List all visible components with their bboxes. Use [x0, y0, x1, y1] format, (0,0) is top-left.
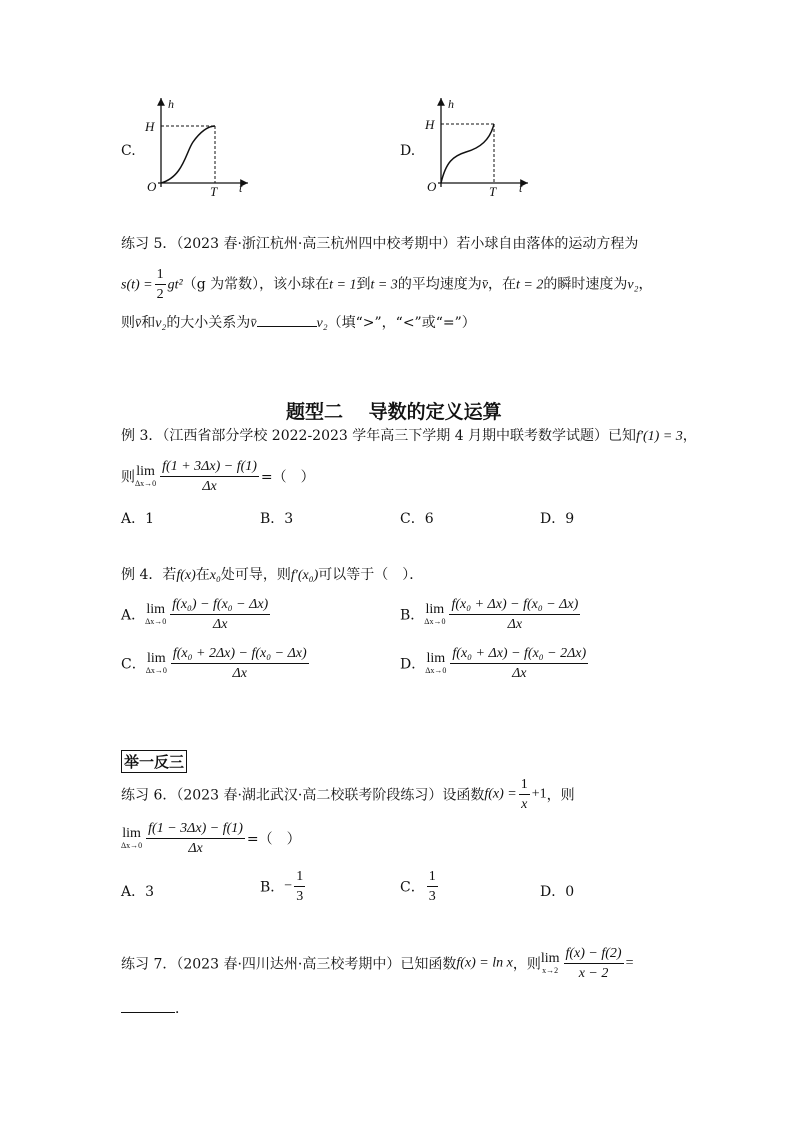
- exercise-6-limit-fraction: [146, 820, 245, 857]
- graph-c-label-O: O: [147, 179, 157, 194]
- example-4-label: 例 4．若: [121, 567, 177, 583]
- option-label: A．: [121, 607, 146, 624]
- exercise-7-fraction: [564, 945, 624, 982]
- lim: [146, 652, 167, 675]
- lim-subscript: Δx→0: [121, 841, 143, 850]
- fraction-numerator: 1: [294, 868, 305, 887]
- fraction-denominator: x − 2: [578, 966, 609, 981]
- exercise-5-formula-lhs: s(t) =: [121, 277, 153, 293]
- graph-d-label-H: H: [425, 117, 435, 132]
- graph-c-label-H: H: [145, 119, 155, 134]
- exercise-5-text-8: （填“>”，“<”或“=”）: [327, 315, 476, 331]
- exercise-6-option-b[interactable]: [260, 868, 307, 905]
- section-title: 题型二 导数的定义运算: [286, 401, 502, 423]
- fraction-denominator: Δx: [188, 841, 203, 856]
- exercise-6-fraction: [519, 776, 530, 813]
- exercise-7-label: 练习 7．: [121, 956, 177, 973]
- fraction-denominator: 2: [156, 287, 164, 302]
- lim-subscript: Δx→0: [145, 666, 167, 675]
- lim-word: lim: [540, 951, 560, 966]
- graph-c-label-h: h: [168, 97, 174, 111]
- exercise-7-fx: f(x) = ln x: [456, 955, 513, 971]
- example-4-text-2: 处可导，则: [220, 567, 291, 583]
- option-fraction: [427, 868, 438, 905]
- exercise-6-limit-line: [121, 820, 301, 857]
- option-fraction: [170, 596, 270, 633]
- example-3-source: （江西省部分学校 2022-2023 学年高三下学期 4 月期中联考数学试题）已知: [162, 428, 637, 444]
- example-3-label: 例 3．: [121, 428, 163, 444]
- lim-word: lim: [146, 651, 166, 666]
- fraction-numerator: f(x₀ + Δx) − f(x₀ − 2Δx): [450, 645, 588, 664]
- graph-d-curve: [441, 124, 494, 183]
- example-4-option-a[interactable]: [121, 596, 272, 633]
- exercise-5-vbar-3: v̄: [250, 316, 257, 331]
- graph-d-label-T: T: [489, 184, 497, 198]
- exercise-6-line1: [121, 776, 575, 813]
- lim-word: lim: [122, 826, 141, 841]
- exercise-5-text-2: （g 为常数），该小球在: [182, 276, 330, 293]
- exercise-5-v2-c: v₂: [316, 316, 328, 331]
- example-3-option-c[interactable]: C．6: [400, 511, 434, 527]
- example-3-line1: [121, 425, 697, 445]
- example-3-option-d[interactable]: D．9: [540, 511, 575, 527]
- fraction-denominator: Δx: [512, 666, 527, 681]
- fraction-numerator: f(x) − f(2): [564, 945, 624, 964]
- fraction-denominator: Δx: [507, 617, 523, 632]
- lim: [425, 652, 446, 675]
- exercise-7-lim: [541, 952, 560, 975]
- example-4-option-b[interactable]: [400, 596, 582, 633]
- exercise-5-formula-rhs: gt²: [167, 277, 183, 293]
- option-fraction: [294, 868, 305, 905]
- exercise-6-lim: [121, 827, 142, 850]
- exercise-7-equals: =: [625, 955, 634, 971]
- lim: [145, 603, 166, 626]
- exercise-5-text-6: 则: [121, 315, 135, 331]
- example-3-then: 则: [121, 469, 135, 486]
- exercise-6-then: ，则: [546, 787, 575, 804]
- exercise-5-source: （2023 春·浙江杭州·高三杭州四中校考期中）: [176, 236, 457, 252]
- exercise-5-line1: [121, 233, 638, 253]
- example-4-option-c[interactable]: [121, 645, 311, 682]
- lim: [424, 603, 445, 626]
- exercise-5-vbar: v̄: [481, 277, 489, 293]
- option-label: D．: [400, 656, 426, 673]
- graph-c-label-t: t: [239, 181, 243, 195]
- exercise-7-answer-line: [121, 998, 189, 1018]
- exercise-5-text-4: ，在: [488, 276, 517, 293]
- exercise-6-option-c[interactable]: [400, 868, 440, 905]
- exercise-5-line2: [121, 266, 652, 303]
- exercise-6-source: （2023 春·湖北武汉·高二校联考阶段练习）设函数: [176, 787, 485, 804]
- exercise-5-t2: t = 2: [516, 277, 544, 293]
- example-4-fpx0: f′(x₀): [290, 568, 319, 583]
- example-4-text-1: 在: [195, 567, 210, 583]
- fraction-denominator: Δx: [213, 617, 228, 632]
- option-sign: −: [284, 878, 293, 894]
- lim-word: lim: [425, 602, 445, 617]
- exercise-6-plus-one: +1: [531, 786, 547, 802]
- exercise-5-text: 若小球自由落体的运动方程为: [456, 236, 639, 252]
- exercise-6-equals: =（ ）: [246, 831, 301, 848]
- exercise-5-to: 到: [356, 276, 371, 293]
- graph-c-curve: [161, 126, 215, 183]
- example-3-option-b[interactable]: B．3: [260, 511, 294, 527]
- example-3-equals: =（ ）: [260, 469, 315, 486]
- exercise-5-vbar-2: v̄: [135, 316, 142, 331]
- fraction-numerator: f(x₀ + Δx) − f(x₀ − Δx): [449, 596, 580, 615]
- exercise-7-source: （2023 春·四川达州·高三校考期中）已知函数: [176, 956, 457, 973]
- exercise-5-answer-blank[interactable]: [257, 326, 317, 327]
- example-4-text-3: 可以等于（ ）．: [318, 567, 424, 583]
- fraction-numerator: 1: [427, 868, 438, 887]
- exercise-5-comma: ，: [638, 276, 653, 293]
- lim-subscript: Δx→0: [424, 617, 446, 626]
- example-3-fraction: [160, 458, 259, 495]
- graph-d-label-t: t: [519, 181, 523, 195]
- example-3-comma: ，: [682, 428, 697, 444]
- option-fraction: [450, 645, 588, 682]
- graph-option-c: [138, 92, 258, 198]
- graph-d-label-O: O: [427, 179, 437, 194]
- option-fraction: [449, 596, 580, 633]
- example-4-x0: x₀: [209, 568, 221, 583]
- exercise-7-then: ，则: [512, 956, 541, 973]
- lim-subscript: Δx→0: [145, 617, 167, 626]
- graph-option-d: [418, 92, 538, 198]
- fraction-denominator: x: [521, 797, 528, 812]
- exercise-5-half-fraction: [155, 266, 166, 303]
- lim-word: lim: [426, 651, 446, 666]
- graph-d-label-h: h: [448, 97, 454, 111]
- exercise-6-fx: f(x) =: [484, 786, 517, 802]
- practice-header: 举一反三: [121, 750, 187, 773]
- exercise-5-line3: [121, 312, 476, 332]
- exercise-5-t3: t = 3: [370, 277, 398, 293]
- exercise-6-option-d[interactable]: D．0: [540, 884, 575, 900]
- fraction-numerator: 1: [519, 776, 530, 795]
- fraction-numerator: f(1 − 3Δx) − f(1): [146, 820, 245, 839]
- example-4-option-d[interactable]: [400, 645, 590, 682]
- example-3-lim: [135, 465, 156, 488]
- exercise-6-option-a[interactable]: A．3: [121, 884, 155, 900]
- fraction-numerator: f(x₀) − f(x₀ − Δx): [170, 596, 270, 615]
- option-label: C．: [400, 879, 425, 896]
- exercise-5-label: 练习 5．: [121, 236, 177, 252]
- exercise-6-label: 练习 6．: [121, 787, 177, 804]
- fraction-numerator: f(1 + 3Δx) − f(1): [160, 458, 259, 477]
- exercise-5-text-3: 的平均速度为: [397, 276, 482, 293]
- example-4-fx: f(x): [176, 568, 196, 583]
- lim-subscript: x→2: [542, 966, 559, 975]
- option-fraction: [171, 645, 309, 682]
- fraction-denominator: Δx: [202, 479, 217, 494]
- lim-subscript: Δx→0: [135, 479, 157, 488]
- lim-word: lim: [146, 602, 166, 617]
- fraction-denominator: Δx: [232, 666, 247, 681]
- exercise-7-period: ．: [175, 1001, 189, 1017]
- exercise-7-answer-blank[interactable]: [121, 1012, 175, 1013]
- exercise-5-v2: v₂: [627, 277, 639, 293]
- example-3-limit-line: [121, 458, 315, 495]
- example-4-stem: [121, 564, 423, 584]
- fraction-numerator: f(x₀ + 2Δx) − f(x₀ − Δx): [171, 645, 309, 664]
- lim-subscript: Δx→0: [425, 666, 447, 675]
- example-3-option-a[interactable]: A．1: [121, 511, 155, 527]
- fraction-denominator: 3: [296, 889, 304, 904]
- option-label: B．: [400, 607, 425, 624]
- lim-word: lim: [136, 464, 155, 479]
- example-3-given: f′(1) = 3: [636, 429, 683, 444]
- option-c-label: C.: [121, 143, 136, 159]
- fraction-numerator: 1: [155, 266, 166, 285]
- exercise-5-t1: t = 1: [329, 277, 357, 293]
- option-label: C．: [121, 656, 146, 673]
- exercise-5-v2-b: v₂: [155, 316, 167, 331]
- option-label: B．: [260, 879, 285, 896]
- graph-c-label-T: T: [210, 184, 218, 198]
- exercise-7-line1: [121, 945, 634, 982]
- exercise-5-text-5: 的瞬时速度为: [543, 276, 628, 293]
- exercise-5-text-7: 的大小关系为: [166, 315, 251, 331]
- exercise-5-and: 和: [141, 315, 156, 331]
- fraction-denominator: 3: [428, 889, 436, 904]
- option-d-label: D.: [400, 143, 416, 159]
